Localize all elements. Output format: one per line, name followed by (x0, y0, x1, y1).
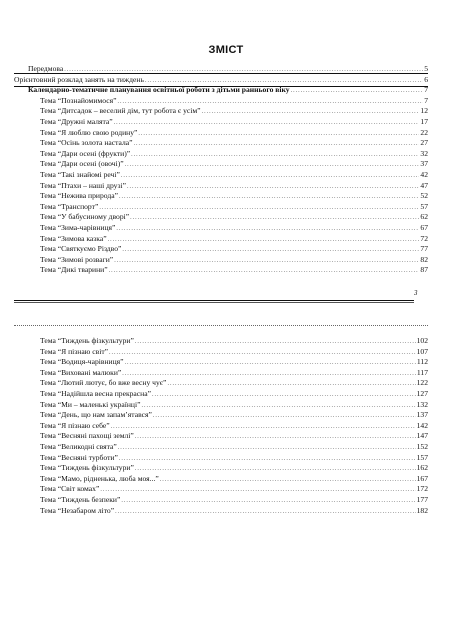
toc-entry-page: 107 (416, 346, 428, 356)
toc-entry (14, 159, 428, 170)
toc-entry-page: 147 (416, 431, 428, 441)
toc-entry-page: 77 (420, 244, 428, 254)
toc-entry-page: 117 (416, 367, 428, 377)
toc-entry (14, 170, 428, 181)
toc-entry-title: Тема “Незабаром літо” (40, 505, 115, 515)
toc-entry (14, 181, 428, 192)
toc-entry-title: Тема “Весняні пахощі землі” (40, 431, 134, 441)
toc-entry-page: 5 (424, 64, 428, 73)
toc-entry-page: 172 (416, 484, 428, 494)
toc-entry-title: Тема “Я пізнаю себе” (40, 420, 110, 430)
page-footer-rule (14, 300, 414, 301)
toc-entry (14, 357, 428, 368)
toc-entry (14, 410, 428, 421)
toc-entry-title: Тема “Водиця-чарівниця” (40, 357, 124, 367)
toc-entry (14, 474, 428, 485)
toc-entry-page: 167 (416, 473, 428, 483)
toc-entry-title: Тема “Нежива природа” (40, 191, 118, 201)
toc-entry-page: 6 (424, 74, 428, 84)
toc-entry-page: 137 (416, 410, 428, 420)
toc-entry-title: Передмова (28, 64, 64, 73)
toc-entry-title: Тема “День, що нам запам’ятався” (40, 410, 152, 420)
toc-entry-page: 32 (420, 148, 428, 158)
toc-entry-title: Тема “Дари осені (овочі)” (40, 159, 124, 169)
toc-entry (14, 106, 428, 117)
toc-entry (14, 117, 428, 128)
toc-entry (14, 149, 428, 160)
toc-entry-title: Тема “Тиждень фізкультури” (40, 336, 134, 345)
toc-entry-title: Тема “Надійшла весна прекрасна” (40, 388, 151, 398)
toc-entry (14, 484, 428, 495)
cut-off-row (14, 322, 428, 328)
toc-entry-title: Тема “Дитсадок – веселий дім, тут робота є усім” (40, 106, 201, 116)
toc-entry-page: 37 (420, 159, 428, 169)
toc-entry (14, 75, 428, 86)
toc-entry-title: Тема “Виховані малюки” (40, 367, 122, 377)
toc-entry (14, 265, 428, 276)
toc-entry-page: 127 (416, 388, 428, 398)
toc-entry (14, 442, 428, 453)
toc-entry-title: Тема “Світ комах” (40, 484, 100, 494)
toc-entry-page: 112 (416, 357, 428, 367)
toc-entry-title: Тема “Весняні турботи” (40, 452, 118, 462)
toc-entry-page: 157 (416, 452, 428, 462)
toc-entry-page: 12 (420, 106, 428, 116)
toc-entry-page: 102 (416, 336, 428, 345)
toc-entry-page: 142 (416, 420, 428, 430)
toc-entry (14, 431, 428, 442)
toc-entry-page: 62 (420, 212, 428, 222)
toc-entry (14, 389, 428, 400)
toc-entry-title: Тема “Тиждень фізкультури” (40, 463, 134, 473)
toc-entry-title: Тема “Такі знайомі речі” (40, 169, 120, 179)
toc-entry-title: Тема “Зима-чарівниця” (40, 222, 116, 232)
toc-entry (14, 96, 428, 107)
toc-entry (14, 368, 428, 379)
toc-entry (14, 212, 428, 223)
toc-entry (14, 202, 428, 213)
toc-entry (14, 234, 428, 245)
toc-entry-title: Орієнтовний розклад занять на тиждень (14, 74, 144, 84)
toc-entry-title: Тема “Познайомимося” (40, 95, 117, 105)
toc-entry-page: 57 (420, 201, 428, 211)
toc-entry-page: 67 (420, 222, 428, 232)
toc-entry (14, 191, 428, 202)
toc-entry-page: 177 (416, 494, 428, 504)
dot-leader (109, 266, 420, 277)
toc-entry-title: Тема “Зимова казка” (40, 233, 107, 243)
toc-entry (14, 64, 428, 75)
toc-entry-page: 132 (416, 399, 428, 409)
dot-leader (115, 507, 416, 518)
toc-entry-title: Тема “Дари осені (фрукти)” (40, 148, 131, 158)
toc-entry-page: 162 (416, 463, 428, 473)
toc-entry-title: Тема “Транспорт” (40, 201, 99, 211)
toc-entry (14, 506, 428, 517)
toc-entry-page: 82 (420, 254, 428, 264)
toc-entry-page: 7 (424, 85, 428, 95)
toc-entry-page: 47 (420, 180, 428, 190)
toc-entry-title: Тема “Мамо, рідненька, люба моя...” (40, 473, 159, 483)
toc-entry-title: Тема “Дикі тварини” (40, 265, 108, 275)
toc-entry-page: 27 (420, 138, 428, 148)
toc-entry-title: Тема “Ми – маленькі українці” (40, 399, 141, 409)
toc-entry-title: Тема “Дружні малята” (40, 116, 113, 126)
toc-entry (14, 463, 428, 474)
toc-entry-title: Тема “Святкуємо Різдво” (40, 244, 122, 254)
toc-entry (14, 138, 428, 149)
toc-entry (14, 347, 428, 358)
toc-entry-page: 17 (420, 116, 428, 126)
toc-entry (14, 336, 428, 347)
toc-entry-title: Календарно-тематичне планування освітньої роботи з дітьми раннього віку (28, 85, 290, 95)
toc-entry-page: 152 (416, 441, 428, 451)
toc-entry-page: 7 (424, 95, 428, 105)
toc-page-lower (0, 322, 452, 630)
toc-entry-title: Тема “Зимові розваги” (40, 254, 114, 264)
toc-entry-page: 22 (420, 127, 428, 137)
toc-entry (14, 223, 428, 234)
page-number: 3 (414, 289, 418, 297)
toc-entry-page: 72 (420, 233, 428, 243)
toc-list-upper (14, 64, 428, 276)
toc-entry-page: 182 (416, 505, 428, 515)
toc-entry-page: 42 (420, 169, 428, 179)
toc-entry (14, 85, 428, 96)
toc-entry-page: 52 (420, 191, 428, 201)
toc-entry-title: Тема “Великодні свята” (40, 441, 117, 451)
toc-entry (14, 378, 428, 389)
toc-entry-title: Тема “Я люблю свою родину” (40, 127, 138, 137)
toc-entry (14, 495, 428, 506)
toc-entry (14, 400, 428, 411)
toc-entry-title: Тема “Лютий лютує, бо вже весну чує” (40, 378, 167, 388)
toc-list-lower (14, 336, 428, 516)
toc-entry-title: Тема “Я пізнаю світ” (40, 346, 109, 356)
toc-entry (14, 128, 428, 139)
toc-title: ЗМІСТ (208, 44, 244, 56)
toc-entry-page: 122 (416, 378, 428, 388)
toc-entry (14, 244, 428, 255)
toc-entry-page: 87 (420, 265, 428, 275)
toc-entry (14, 255, 428, 266)
toc-entry-title: Тема “Тиждень безпеки” (40, 494, 121, 504)
toc-entry-title: Тема “Птахи – наші друзі” (40, 180, 126, 190)
toc-entry (14, 421, 428, 432)
toc-entry-title: Тема “У бабусиному дворі” (40, 212, 130, 222)
toc-entry-title: Тема “Осінь золота настала” (40, 138, 133, 148)
page-footer-rule (14, 302, 414, 303)
toc-entry (14, 453, 428, 464)
